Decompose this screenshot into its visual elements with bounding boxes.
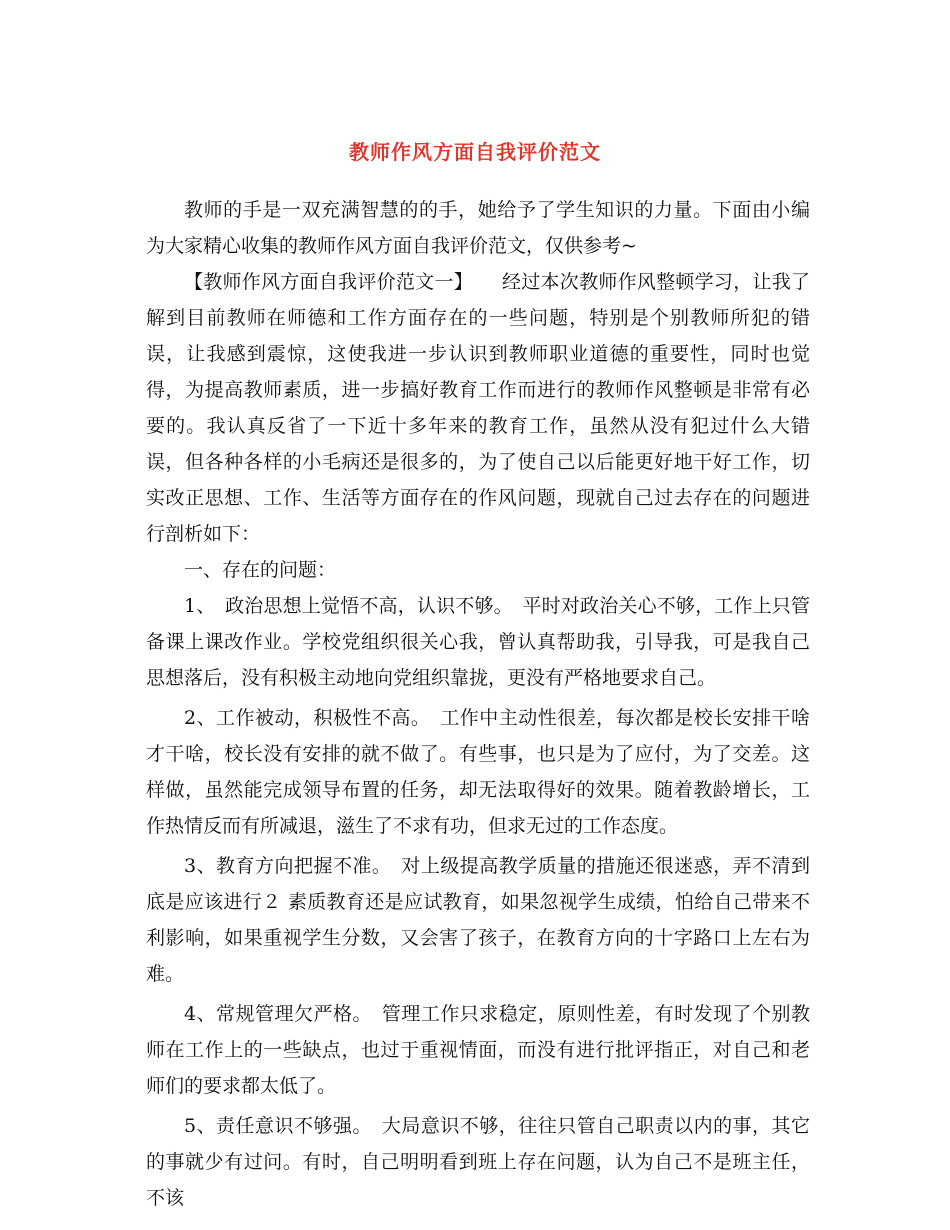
paragraph-problem-1: 1、 政治思想上觉悟不高，认识不够。 平时对政治关心不够，工作上只管备课上课改作业。学校党组织很关心我，曾认真帮助我，引导我，可是我自己思想落后，没有积极主动地向党组织靠拢，更没有严格地要求自己。 <box>146 595 810 689</box>
document-body <box>146 192 810 1216</box>
paragraph-problem-2: 2、工作被动，积极性不高。 工作中主动性很差，每次都是校长安排干啥才干啥，校长没有安排的就不做了。有些事，也只是为了应付，为了交差。这样做，虽然能完成领导布置的任务，却无法取得好的效果。随着教龄增长，工作热情反而有所减退，滋生了不求有功，但求无过的工作态度。 <box>146 707 810 837</box>
paragraph-problem-5: 5、责任意识不够强。 大局意识不够，往往只管自己职责以内的事，其它的事就少有过问。有时，自己明明看到班上存在问题，认为自己不是班主任，不该 <box>146 1115 810 1209</box>
paragraph-sample-one: 【教师作风方面自我评价范文一】 经过本次教师作风整顿学习，让我了解到目前教师在师德和工作方面存在的一些问题，特别是个别教师所犯的错误，让我感到震惊，这使我进一步认识到教师职业道德的重要性，同时也觉得，为提高教师素质，进一步搞好教育工作而进行的教师作风整顿是非常有必要的。我认真反省了一下近十多年来的教育工作，虽然从没有犯过什么大错误，但各种各样的小毛病还是很多的，为了使自己以后能更好地干好工作，切实改正思想、工作、生活等方面存在的作风问题，现就自己过去存在的问题进行剖析如下： <box>146 271 810 545</box>
paragraph-intro: 教师的手是一双充满智慧的的手，她给予了学生知识的力量。下面由小编为大家精心收集的教师作风方面自我评价范文，仅供参考~ <box>146 199 810 257</box>
paragraph-problem-4: 4、常规管理欠严格。 管理工作只求稳定，原则性差，有时发现了个别教师在工作上的一些缺点，也过于重视情面，而没有进行批评指正，对自己和老师们的要求都太低了。 <box>146 1003 810 1097</box>
document-title: 教师作风方面自我评价范文 <box>349 140 601 164</box>
paragraph-problems-heading: 一、存在的问题： <box>184 559 337 581</box>
paragraph-problem-3: 3、教育方向把握不准。 对上级提高教学质量的措施还很迷惑，弄不清到底是应该进行２ 素质教育还是应试教育，如果忽视学生成绩，怕给自己带来不利影响，如果重视学生分数，又会害了孩子，在教育方向的十字路口上左右为难。 <box>146 855 810 985</box>
